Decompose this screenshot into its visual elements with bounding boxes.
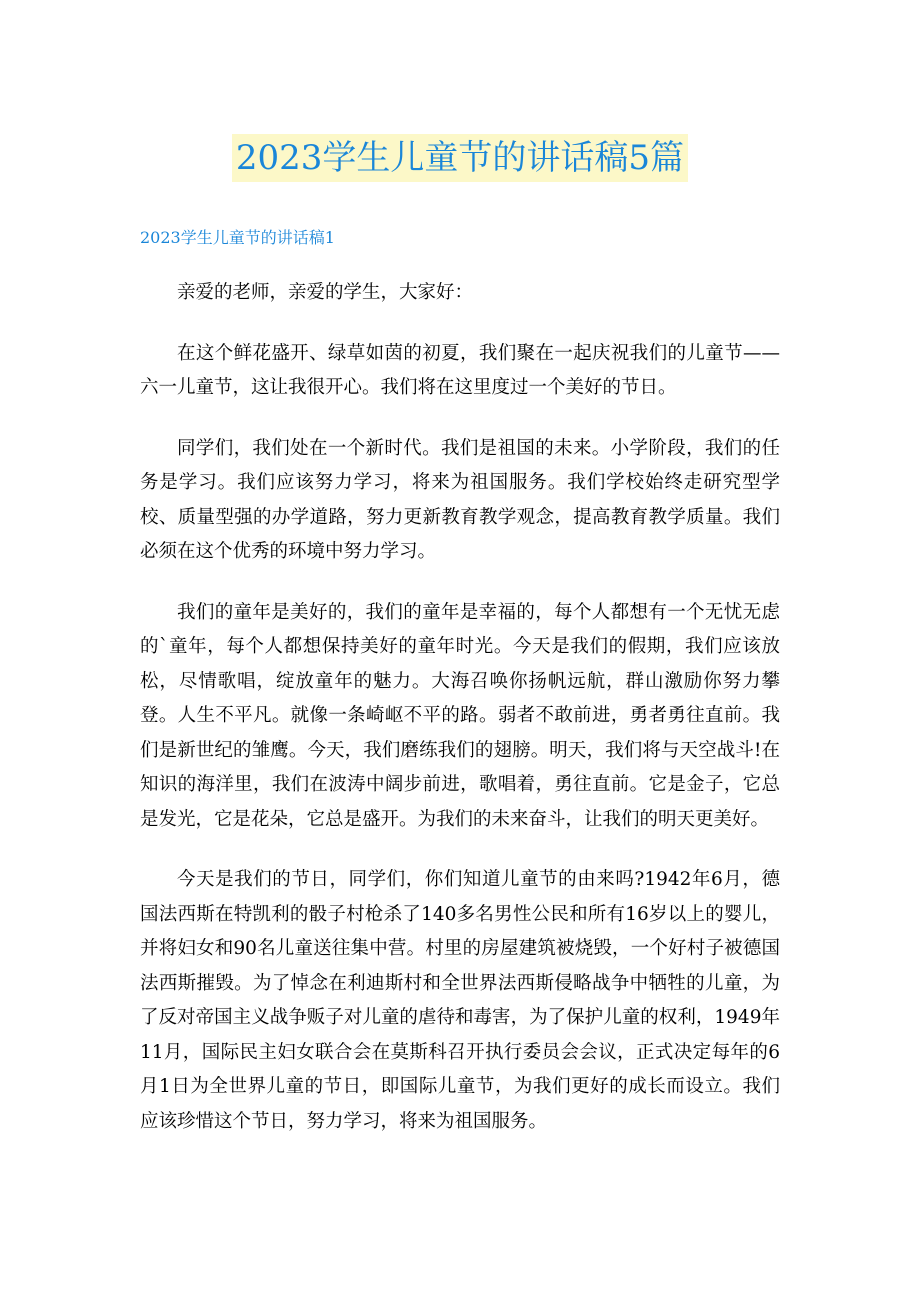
paragraph-history: 今天是我们的节日，同学们，你们知道儿童节的由来吗?1942年6月，德国法西斯在特凯利的骰子村枪杀了140多名男性公民和所有16岁以上的婴儿，并将妇女和90名儿童送往集中营。村里的房屋建筑被烧毁，一个好村子被德国法西斯摧毁。为了悼念在利迪斯村和全世界法西斯侵略战争中牺牲的儿童，为了反对帝国主义战争贩子对儿童的虐待和毒害，为了保护儿童的权利，1949年11月，国际民主妇女联合会在莫斯科召开执行委员会会议，正式决定每年的6月1日为全世界儿童的节日，即国际儿童节，为我们更好的成长而设立。我们应该珍惜这个节日，努力学习，将来为祖国服务。	[140, 869, 780, 1132]
speech-body	[140, 276, 780, 1165]
paragraph-intro: 在这个鲜花盛开、绿草如茵的初夏，我们聚在一起庆祝我们的儿童节——六一儿童节，这让我很开心。我们将在这里度过一个美好的节日。	[140, 342, 780, 398]
document-title: 2023学生儿童节的讲话稿5篇	[232, 134, 688, 182]
title-container	[0, 134, 920, 182]
section-heading: 2023学生儿童节的讲话稿1	[140, 228, 335, 247]
paragraph-childhood: 我们的童年是美好的，我们的童年是幸福的，每个人都想有一个无忧无虑的`童年，每个人都想保持美好的童年时光。今天是我们的假期，我们应该放松，尽情歌唱，绽放童年的魅力。大海召唤你扬帆远航，群山激励你努力攀登。人生不平凡。就像一条崎岖不平的路。弱者不敢前进，勇者勇往直前。我们是新世纪的雏鹰。今天，我们磨练我们的翅膀。明天，我们将与天空战斗!在知识的海洋里，我们在波涛中阔步前进，歌唱着，勇往直前。它是金子，它总是发光，它是花朵，它总是盛开。为我们的未来奋斗，让我们的明天更美好。	[140, 601, 780, 830]
paragraph-greeting: 亲爱的老师，亲爱的学生，大家好：	[177, 282, 474, 303]
paragraph-new-era: 同学们，我们处在一个新时代。我们是祖国的未来。小学阶段，我们的任务是学习。我们应该努力学习，将来为祖国服务。我们学校始终走研究型学校、质量型强的办学道路，努力更新教育教学观念，提高教育教学质量。我们必须在这个优秀的环境中努力学习。	[140, 437, 780, 562]
